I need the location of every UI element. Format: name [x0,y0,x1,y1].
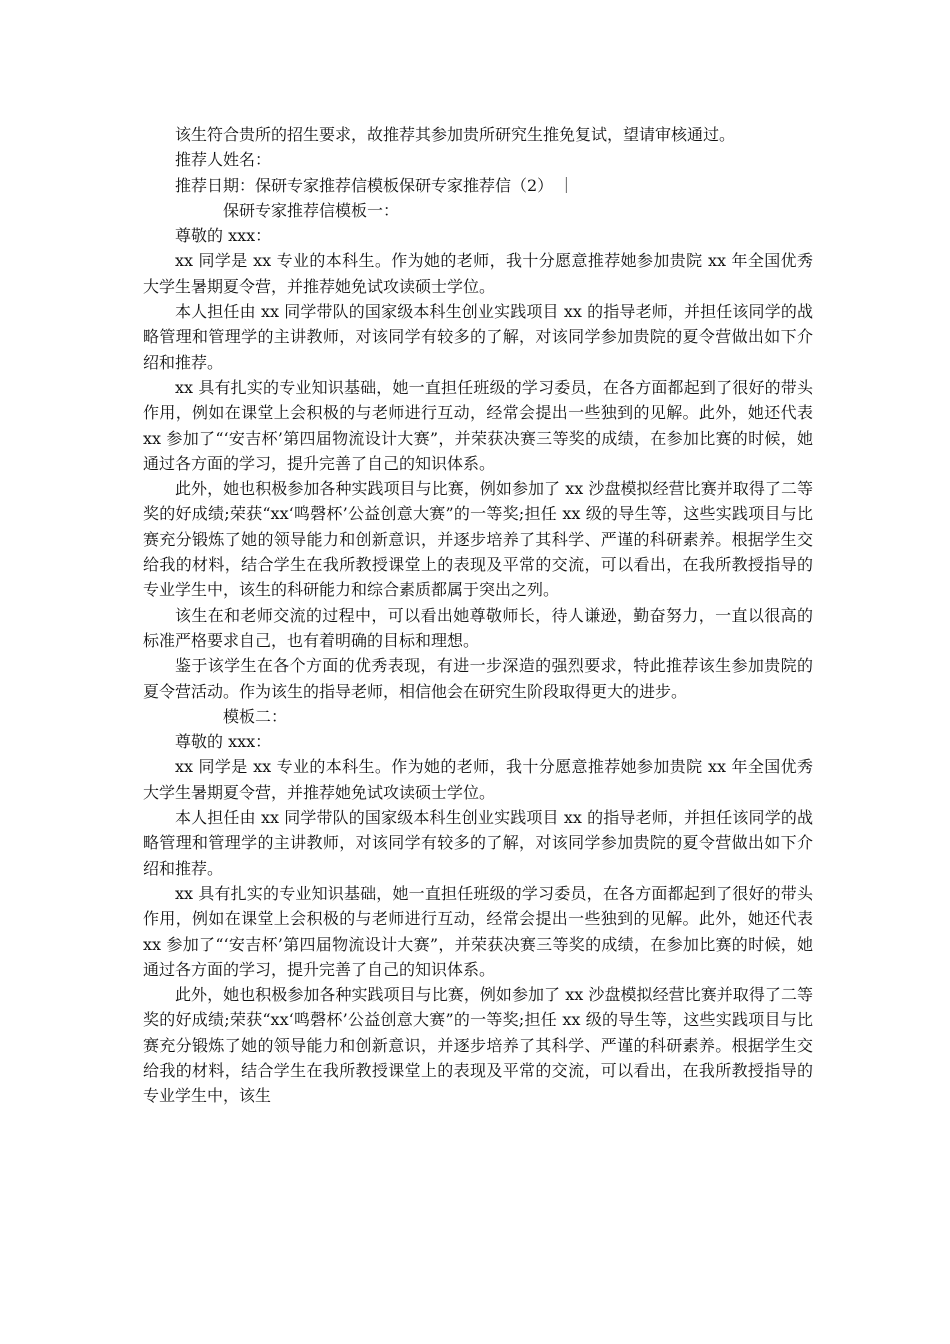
template-two-heading: 模板二： [223,706,288,726]
document-page [143,122,813,1109]
template-one-paragraph-3: xx 具有扎实的专业知识基础，她一直担任班级的学习委员，在各方面都起到了很好的带头作用，例如在课堂上会积极的与老师进行互动，经常会提出一些独到的见解。此外，她还代表 xx 参加了“‘安吉杯’第四届物流设计大赛”，并荣获决赛三等奖的成绩，在参加比赛的时候，她通过各方面的学习，提升完善了自己的知识体系。 [143,377,813,473]
template-one-paragraph-2: 本人担任由 xx 同学带队的国家级本科生创业实践项目 xx 的指导老师，并担任该同学的战略管理和管理学的主讲教师，对该同学有较多的了解，对该同学参加贵院的夏令营做出如下介绍和推荐。 [143,302,813,372]
template-one-salutation: 尊敬的 xxx： [175,226,272,246]
template-two-paragraph-1: xx 同学是 xx 专业的本科生。作为她的老师，我十分愿意推荐她参加贵院 xx 年全国优秀大学生暑期夏令营，并推荐她免试攻读硕士学位。 [143,757,813,802]
recommender-name-label: 推荐人姓名： [175,150,272,170]
template-one-paragraph-5: 该生在和老师交流的过程中，可以看出她尊敬师长，待人谦逊，勤奋努力，一直以很高的标准严格要求自己，也有着明确的目标和理想。 [143,605,813,650]
template-two-salutation: 尊敬的 xxx： [175,732,272,752]
recommend-date-line: 推荐日期：保研专家推荐信模板保研专家推荐信（2） ｜ [175,175,575,195]
template-one-paragraph-1: xx 同学是 xx 专业的本科生。作为她的老师，我十分愿意推荐她参加贵院 xx 年全国优秀大学生暑期夏令营，并推荐她免试攻读硕士学位。 [143,251,813,296]
template-two-paragraph-2: 本人担任由 xx 同学带队的国家级本科生创业实践项目 xx 的指导老师，并担任该同学的战略管理和管理学的主讲教师，对该同学有较多的了解，对该同学参加贵院的夏令营做出如下介绍和推荐。 [143,808,813,878]
template-one-paragraph-6: 鉴于该学生在各个方面的优秀表现，有进一步深造的强烈要求，特此推荐该生参加贵院的夏令营活动。作为该生的指导老师，相信他会在研究生阶段取得更大的进步。 [143,656,813,701]
template-two-paragraph-4: 此外，她也积极参加各种实践项目与比赛，例如参加了 xx 沙盘模拟经营比赛并取得了二等奖的好成绩;荣获“xx‘鸣磬杯’公益创意大赛”的一等奖;担任 xx 级的导生等，这些实践项目与比赛充分锻炼了她的领导能力和创新意识，并逐步培养了其科学、严谨的科研素养。根据学生交给我的材料，结合学生在我所教授课堂上的表现及平常的交流，可以看出，在我所教授指导的专业学生中，该生 [143,985,813,1106]
template-one-heading: 保研专家推荐信模板一： [223,200,400,220]
template-one-paragraph-4: 此外，她也积极参加各种实践项目与比赛，例如参加了 xx 沙盘模拟经营比赛并取得了二等奖的好成绩;荣获“xx‘鸣磬杯’公益创意大赛”的一等奖;担任 xx 级的导生等，这些实践项目与比赛充分锻炼了她的领导能力和创新意识，并逐步培养了其科学、严谨的科研素养。根据学生交给我的材料，结合学生在我所教授课堂上的表现及平常的交流，可以看出，在我所教授指导的专业学生中，该生的科研能力和综合素质都属于突出之列。 [143,479,813,600]
template-two-paragraph-3: xx 具有扎实的专业知识基础，她一直担任班级的学习委员，在各方面都起到了很好的带头作用，例如在课堂上会积极的与老师进行互动，经常会提出一些独到的见解。此外，她还代表 xx 参加了“‘安吉杯’第四届物流设计大赛”，并荣获决赛三等奖的成绩，在参加比赛的时候，她通过各方面的学习，提升完善了自己的知识体系。 [143,883,813,979]
closing-paragraph: 该生符合贵所的招生要求，故推荐其参加贵所研究生推免复试，望请审核通过。 [175,125,736,144]
